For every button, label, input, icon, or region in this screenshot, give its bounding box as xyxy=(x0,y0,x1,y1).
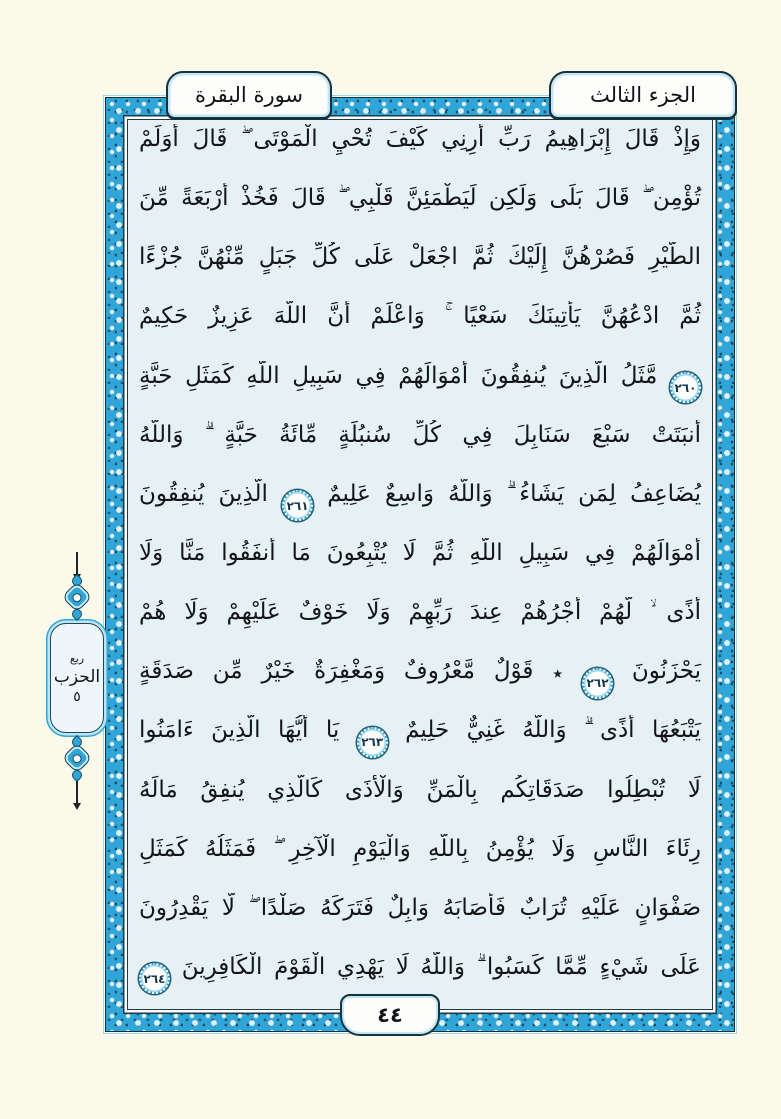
ayah-number-marker: ٢٦٢ xyxy=(582,668,613,699)
quran-line xyxy=(133,538,707,594)
quran-text-segment: الَّذِينَ يُنفِقُونَ xyxy=(139,480,268,507)
quran-line xyxy=(133,597,707,653)
rub-hizb-badge xyxy=(50,623,104,732)
quran-text-segment: أَمْوَالَهُمْ فِي سَبِيلِ اللَّهِ ثُمَّ لَا يُتْبِعُونَ مَا أَنفَقُوا مَنًّا وَلَا xyxy=(139,539,701,566)
arrow-down-icon xyxy=(76,781,78,804)
quran-text-segment: صَفْوَانٍ عَلَيْهِ تُرَابٌ فَأَصَابَهُ وَابِلٌ فَتَرَكَهُ صَلْدًا ۖ لَّا يَقْدِرُونَ xyxy=(139,894,701,921)
quran-text-segment: يَتْبَعُهَا أَذًى ۗ وَاللَّهُ غَنِيٌّ حَلِيمٌ xyxy=(405,717,701,744)
quran-text-segment: وَإِذْ قَالَ إِبْرَاهِيمُ رَبِّ أَرِنِي كَيْفَ تُحْيِ الْمَوْتَى ۖ قَالَ أَوَلَمْ xyxy=(139,126,701,152)
ayah-number-marker: ٢٦٠ xyxy=(670,372,701,403)
quran-text-segment: تُؤْمِن ۖ قَالَ بَلَى وَلَكِن لِّيَطْمَئِنَّ قَلْبِي ۖ قَالَ فَخُذْ أَرْبَعَةً مِّنَ xyxy=(139,185,701,212)
quran-text-segment: يُضَاعِفُ لِمَن يَشَاءُ ۗ وَاللَّهُ وَاسِعٌ عَلِيمٌ xyxy=(327,480,702,507)
quran-line xyxy=(133,301,707,357)
quran-text-area xyxy=(133,124,707,1008)
quran-line xyxy=(133,479,707,535)
rub-el-hizb-star-icon: ٭ xyxy=(552,661,564,686)
quran-line xyxy=(133,183,707,239)
ayah-number-marker: ٢٦٤ xyxy=(139,963,170,994)
quran-text-segment: أَذًى ۙ لَّهُمْ أَجْرُهُمْ عِندَ رَبِّهِمْ وَلَا خَوْفٌ عَلَيْهِمْ وَلَا هُمْ xyxy=(139,599,701,626)
ayah-number-marker: ٢٦٣ xyxy=(357,727,388,758)
quran-line xyxy=(133,124,707,180)
surah-header-tab xyxy=(166,71,332,119)
quran-text-segment: رِئَاءَ النَّاسِ وَلَا يُؤْمِنُ بِاللَّهِ وَالْيَوْمِ الْآخِرِ ۖ فَمَثَلُهُ كَمَثَلِ xyxy=(139,835,701,862)
juz-header-tab xyxy=(549,71,737,119)
rub-label: ربع xyxy=(69,651,85,665)
page-number-badge xyxy=(340,994,440,1036)
quran-line xyxy=(133,893,707,949)
hizb-label: الحزب xyxy=(53,666,101,687)
arrow-down-icon xyxy=(76,552,78,575)
quran-line xyxy=(133,715,707,771)
quran-text-segment: مَّثَلُ الَّذِينَ يُنفِقُونَ أَمْوَالَهُمْ فِي سَبِيلِ اللَّهِ كَمَثَلِ حَبَّةٍ xyxy=(139,362,658,389)
quran-line xyxy=(133,834,707,890)
floral-ornament-icon xyxy=(58,737,96,780)
quran-line xyxy=(133,242,707,298)
page-number: ٤٤ xyxy=(377,1003,403,1027)
quran-line xyxy=(133,361,707,417)
rub-hizb-margin-marker xyxy=(44,552,110,804)
quran-text-segment: يَا أَيُّهَا الَّذِينَ ءَامَنُوا xyxy=(139,717,340,744)
quran-line xyxy=(133,775,707,831)
quran-text-segment: عَلَى شَيْءٍ مِّمَّا كَسَبُوا ۗ وَاللَّهُ لَا يَهْدِي الْقَوْمَ الْكَافِرِينَ xyxy=(181,953,702,980)
juz-label: الجزء الثالث xyxy=(590,83,696,107)
quran-text-segment: لَا تُبْطِلُوا صَدَقَاتِكُم بِالْمَنِّ وَالْأَذَى كَالَّذِي يُنفِقُ مَالَهُ xyxy=(139,776,701,803)
quran-text-segment: الطَّيْرِ فَصُرْهُنَّ إِلَيْكَ ثُمَّ اجْعَلْ عَلَى كُلِّ جَبَلٍ مِّنْهُنَّ جُزْءًا xyxy=(139,244,701,271)
floral-ornament-icon xyxy=(58,576,96,619)
quran-text-segment: ثُمَّ ادْعُهُنَّ يَأْتِينَكَ سَعْيًا ۚ وَاعْلَمْ أَنَّ اللَّهَ عَزِيزٌ حَكِيمٌ xyxy=(139,303,701,330)
quran-text-segment: يَحْزَنُونَ xyxy=(631,658,702,685)
quran-line xyxy=(133,656,707,712)
quran-text-segment: أَنبَتَتْ سَبْعَ سَنَابِلَ فِي كُلِّ سُنبُلَةٍ مِّائَةُ حَبَّةٍ ۗ وَاللَّهُ xyxy=(139,421,701,448)
quran-text-segment: قَوْلٌ مَّعْرُوفٌ وَمَغْفِرَةٌ خَيْرٌ مِّن صَدَقَةٍ xyxy=(139,658,534,685)
quran-line xyxy=(133,420,707,476)
hizb-number: ٥ xyxy=(73,688,81,705)
surah-label: سورة البقرة xyxy=(194,83,304,107)
ayah-number-marker: ٢٦١ xyxy=(282,490,313,521)
